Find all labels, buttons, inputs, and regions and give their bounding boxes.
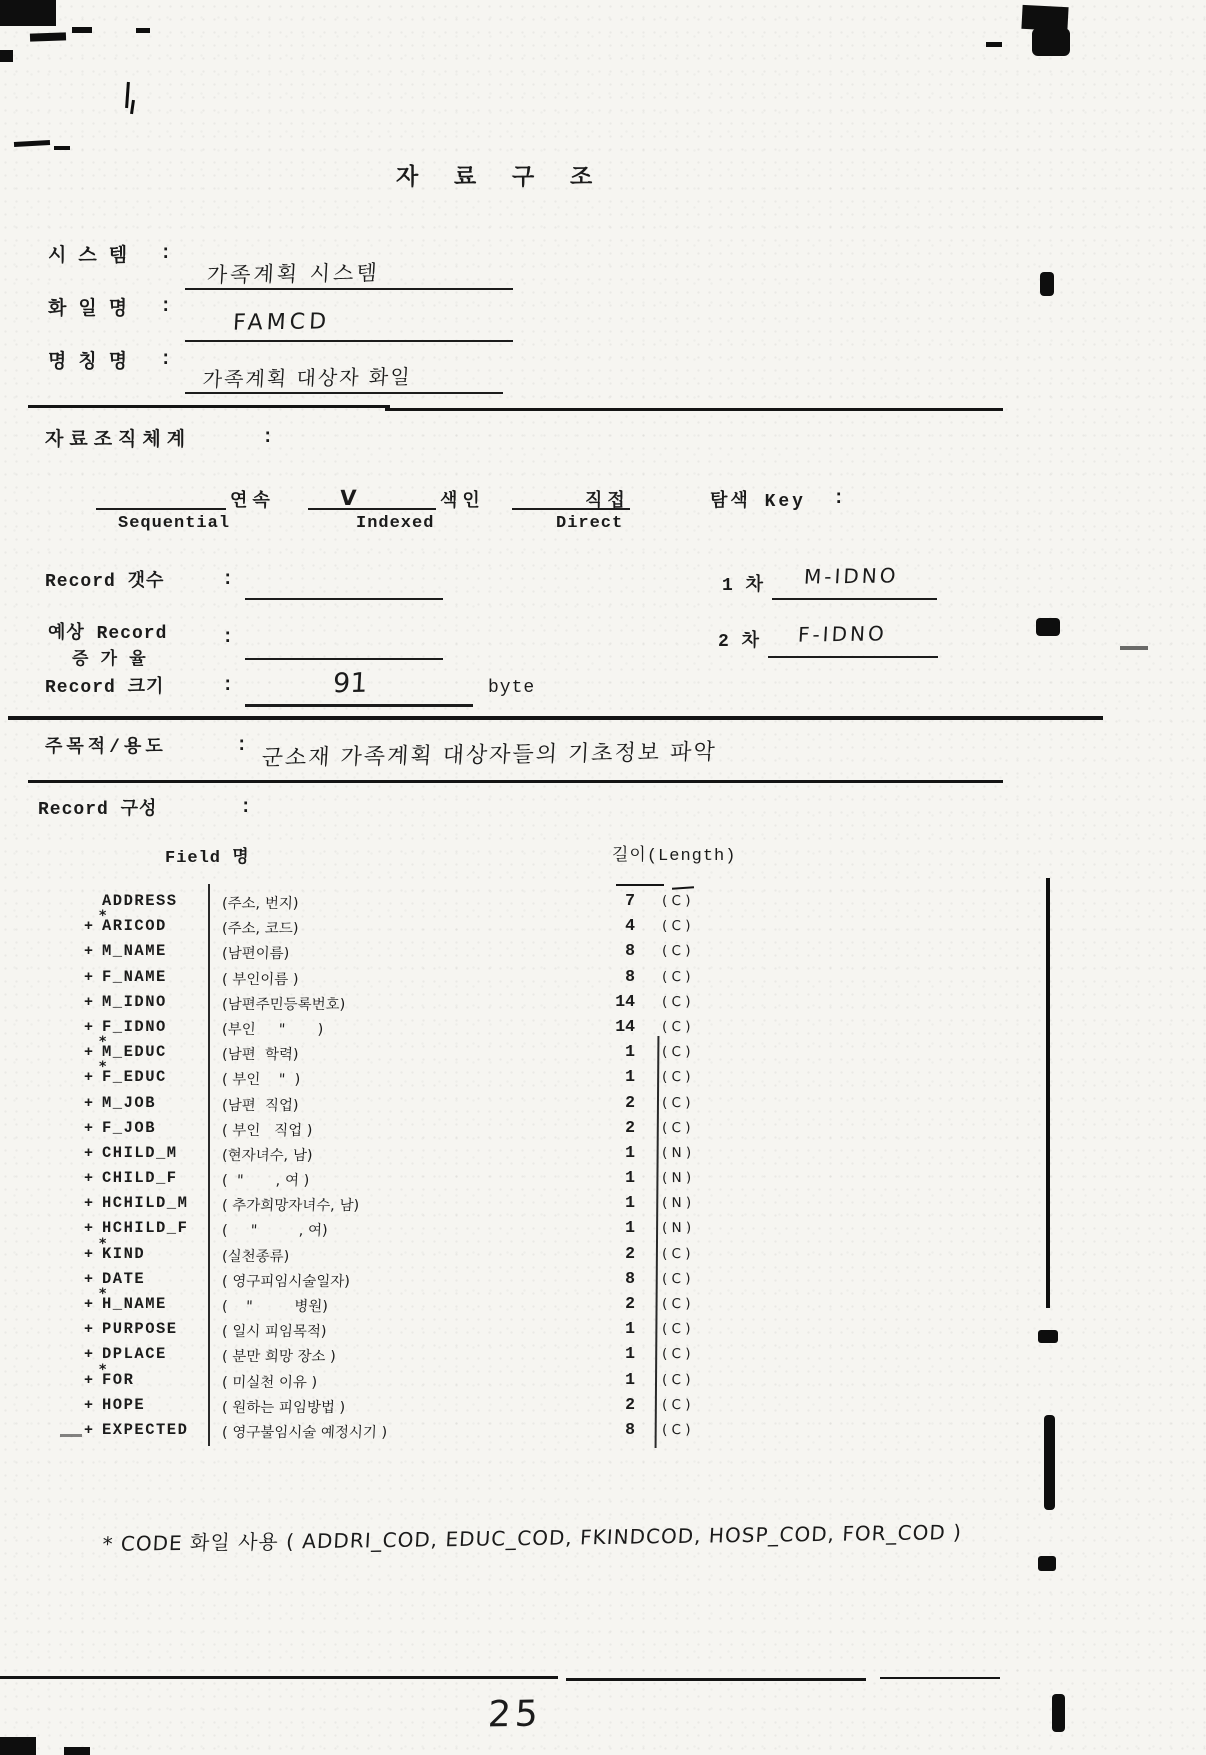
- field-description: ( 영구피임시술일자): [221, 1273, 351, 1290]
- field-name: M_IDNO: [102, 992, 167, 1011]
- scan-artifact: [64, 1747, 90, 1755]
- field-prefix: +: [84, 1396, 94, 1414]
- field-row: [60, 991, 820, 1016]
- scan-artifact: [0, 50, 13, 62]
- indexed-english-label: Indexed: [356, 514, 435, 533]
- field-length: 14: [615, 1016, 635, 1036]
- code-file-footnote: * CODE 화일 사용 ( ADDRI_COD, EDUC_COD, FKINDCOD, HOSP_COD, FOR_COD ): [101, 1520, 963, 1556]
- field-name: F_NAME: [102, 967, 167, 986]
- field-description: ( " , 여 ): [221, 1173, 310, 1190]
- field-description: ( 분만 희망 장소 ): [221, 1349, 337, 1366]
- field-name-header: Field 명: [165, 849, 250, 868]
- system-value-underline: [185, 258, 513, 290]
- field-description: ( 추가희망자녀수, 남): [221, 1198, 360, 1215]
- field-name: HCHILD_M: [102, 1194, 189, 1213]
- system-value: 가족계획 시스템: [206, 260, 381, 288]
- scan-artifact: [1044, 1415, 1055, 1510]
- field-length: 1: [625, 1042, 635, 1062]
- field-name: F_IDNO: [102, 1017, 167, 1036]
- data-organization-label: 자료조직체계: [45, 429, 192, 451]
- field-prefix: +: [84, 1119, 94, 1137]
- field-description: (실천종류): [221, 1248, 290, 1265]
- field-length: 2: [625, 1294, 635, 1313]
- field-type: ( C ): [661, 892, 691, 910]
- field-prefix: +: [84, 1044, 94, 1062]
- scan-artifact: [72, 27, 92, 33]
- field-length: 1: [625, 1142, 635, 1162]
- field-row: [60, 1286, 820, 1318]
- field-name: KIND: [102, 1244, 146, 1263]
- field-description: ( 일시 피임목적): [221, 1324, 327, 1341]
- field-name: M_NAME: [102, 942, 167, 961]
- field-row: [60, 1142, 820, 1167]
- field-name: ADDRESS: [102, 892, 178, 910]
- field-type: ( C ): [661, 1270, 691, 1288]
- field-description: (주소, 번지): [221, 896, 299, 912]
- page-number: 25: [486, 1693, 543, 1736]
- field-row: [60, 1217, 820, 1242]
- field-type: ( C ): [661, 1094, 691, 1111]
- field-type: ( C ): [661, 1069, 691, 1086]
- field-name: F_EDUC: [102, 1068, 167, 1087]
- field-description: (남편주민등록번호): [221, 996, 346, 1013]
- bottom-rule: [566, 1678, 866, 1681]
- bottom-rule: [0, 1676, 558, 1679]
- system-colon: :: [160, 242, 172, 264]
- field-row: [60, 1394, 820, 1419]
- field-row: [60, 1034, 820, 1066]
- section-divider: [28, 405, 390, 408]
- field-type: ( N ): [661, 1220, 692, 1237]
- field-prefix: +: [84, 1144, 94, 1162]
- field-prefix: +: [84, 943, 94, 961]
- field-row: [60, 1343, 820, 1368]
- scan-artifact: [30, 32, 66, 41]
- field-name: EXPECTED: [102, 1420, 189, 1439]
- field-prefix: +: [84, 1245, 94, 1263]
- page-title: 자 료 구 조: [396, 165, 604, 191]
- indexed-option-line: [308, 486, 436, 510]
- field-row: [60, 1419, 820, 1444]
- scan-artifact: [1032, 28, 1070, 56]
- title-name-colon: :: [160, 348, 172, 370]
- file-name-label: 화일명: [48, 298, 140, 320]
- field-type: ( N ): [661, 1169, 692, 1187]
- field-length: 7: [625, 891, 635, 910]
- field-type: ( C ): [661, 1245, 691, 1262]
- field-row: [60, 1016, 820, 1041]
- field-row: [60, 908, 820, 940]
- field-prefix: +: [84, 993, 94, 1011]
- field-name: DPLACE: [102, 1345, 167, 1364]
- field-name: HCHILD_F: [102, 1219, 189, 1238]
- secondary-key-underline: [768, 622, 938, 658]
- field-prefix: +: [84, 1371, 94, 1389]
- field-name: HOPE: [102, 1395, 146, 1414]
- record-size-unit: byte: [488, 678, 536, 698]
- scan-artifact: [130, 100, 135, 114]
- field-type: ( N ): [661, 1144, 692, 1162]
- field-name: M_EDUC: [102, 1043, 167, 1062]
- field-description: ( 부인 " ): [221, 1072, 301, 1089]
- field-type: ( C ): [661, 1320, 691, 1338]
- primary-key-label: 1 차: [722, 576, 764, 596]
- field-length: 1: [625, 1369, 635, 1389]
- primary-key-value: M-IDNO: [803, 563, 900, 589]
- title-name-underline: [185, 362, 503, 394]
- field-prefix: +: [84, 1195, 94, 1213]
- field-length: 1: [625, 1344, 635, 1364]
- expected-record-label-bottom: 증 가 율: [72, 651, 147, 670]
- field-row: [60, 940, 820, 965]
- scan-artifact: [1046, 878, 1050, 1308]
- field-row: [60, 1318, 820, 1343]
- field-type: ( C ): [661, 1421, 691, 1439]
- field-description: (부인 " ): [221, 1021, 324, 1038]
- field-star-marker: *: [99, 1059, 107, 1076]
- record-composition-label: Record 구성: [38, 800, 158, 820]
- sequential-korean-label: 연속: [230, 492, 275, 512]
- field-prefix: +: [84, 918, 94, 936]
- search-key-colon: :: [833, 487, 845, 509]
- record-count-label: Record 갯수: [45, 572, 165, 592]
- field-type: ( C ): [661, 1396, 691, 1413]
- field-name: CHILD_F: [102, 1169, 178, 1188]
- system-label: 시스템: [48, 245, 140, 267]
- sequential-option-line: [96, 486, 226, 510]
- file-name-colon: :: [160, 295, 172, 317]
- field-row: [60, 1235, 820, 1268]
- field-row: [60, 1092, 820, 1117]
- field-description: (남편 직업): [221, 1097, 299, 1114]
- length-column-dash: [616, 884, 664, 886]
- scan-artifact: [54, 146, 70, 150]
- field-row: [60, 1268, 820, 1293]
- scan-artifact: [1052, 1694, 1065, 1732]
- scan-artifact: [0, 0, 56, 26]
- field-prefix: +: [84, 1018, 94, 1036]
- field-type: ( C ): [661, 917, 691, 935]
- field-prefix: +: [84, 1220, 94, 1238]
- field-type: ( N ): [661, 1194, 692, 1212]
- record-count-underline: [245, 572, 443, 600]
- field-description: ( 부인이름 ): [221, 971, 299, 988]
- field-description: (현자녀수, 남): [221, 1147, 313, 1164]
- field-type: ( C ): [661, 1346, 691, 1363]
- field-length: 8: [625, 941, 635, 961]
- field-type: ( C ): [661, 1018, 691, 1036]
- field-length: 14: [615, 991, 635, 1011]
- purpose-label: 주목적/용도: [45, 738, 167, 758]
- field-description: (남편 학력): [221, 1047, 299, 1064]
- scan-artifact: [125, 82, 130, 108]
- secondary-key-value: F-IDNO: [797, 621, 888, 647]
- expected-record-underline: [245, 632, 443, 660]
- field-name: CHILD_M: [102, 1143, 178, 1162]
- record-composition-colon: :: [240, 796, 252, 818]
- record-size-underline: [245, 668, 473, 707]
- field-star-marker: *: [99, 1034, 107, 1051]
- purpose-colon: :: [236, 734, 248, 756]
- field-star-marker: *: [99, 1286, 107, 1302]
- scan-artifact: [1120, 646, 1148, 650]
- field-row: [60, 1167, 820, 1192]
- scan-artifact: [0, 1737, 36, 1755]
- field-name: FOR: [102, 1370, 135, 1389]
- field-table-rows: [60, 890, 820, 1444]
- field-prefix: +: [84, 1170, 94, 1188]
- indexed-korean-label: 색인: [440, 492, 485, 512]
- field-prefix: +: [84, 1094, 94, 1112]
- field-length: 2: [625, 1117, 635, 1137]
- bottom-rule: [880, 1677, 1000, 1679]
- record-size-value: 91: [332, 667, 369, 700]
- field-length: 1: [625, 1067, 635, 1087]
- section-divider: [385, 408, 1003, 411]
- purpose-value: 군소재 가족계획 대상자들의 기초정보 파악: [260, 739, 718, 772]
- field-name: M_JOB: [102, 1093, 157, 1112]
- field-prefix: +: [84, 1270, 94, 1288]
- data-organization-colon: :: [262, 426, 274, 448]
- field-prefix: +: [84, 1346, 94, 1364]
- scan-artifact: [1038, 1330, 1058, 1343]
- field-description: ( 미실천 이유 ): [221, 1374, 318, 1391]
- title-name-value: 가족계획 대상자 화일: [202, 364, 413, 392]
- field-length: 1: [625, 1218, 635, 1238]
- expected-record-label-top: 예상 Record: [48, 624, 168, 644]
- field-description: ( 원하는 피임방법 ): [221, 1399, 346, 1416]
- field-length: 2: [625, 1394, 635, 1414]
- field-prefix: +: [84, 968, 94, 986]
- indexed-check: V: [339, 485, 357, 511]
- scan-artifact: [136, 28, 150, 33]
- sequential-english-label: Sequential: [118, 514, 231, 533]
- record-size-colon: :: [222, 674, 234, 696]
- scan-artifact: [1038, 1556, 1056, 1571]
- field-star-marker: *: [99, 1361, 107, 1378]
- section-divider: [28, 780, 1003, 783]
- field-star-marker: *: [99, 908, 107, 925]
- section-divider: [8, 716, 1103, 720]
- field-type: ( C ): [661, 1295, 691, 1313]
- secondary-key-label: 2 차: [718, 632, 760, 652]
- field-length: 1: [625, 1319, 635, 1339]
- field-name: DATE: [102, 1269, 146, 1288]
- scan-artifact: [986, 42, 1002, 47]
- field-prefix: +: [84, 1069, 94, 1087]
- field-length: 2: [625, 1092, 635, 1112]
- field-star-marker: *: [99, 1235, 107, 1252]
- field-description: (남편이름): [221, 946, 290, 963]
- field-row: [60, 890, 820, 915]
- title-name-label: 명칭명: [48, 351, 140, 373]
- field-length: 2: [625, 1243, 635, 1263]
- direct-english-label: Direct: [556, 514, 624, 533]
- scan-artifact: [1040, 272, 1054, 296]
- scan-artifact: [1036, 618, 1060, 636]
- length-header: 길이(Length): [612, 847, 737, 866]
- expected-record-colon: :: [222, 626, 234, 648]
- field-description: ( " 병원): [221, 1299, 329, 1315]
- field-row: [60, 1361, 820, 1394]
- field-name: PURPOSE: [102, 1320, 178, 1339]
- field-length: 1: [625, 1193, 635, 1213]
- field-description: (주소, 코드): [221, 921, 299, 938]
- field-name: H_NAME: [102, 1295, 167, 1313]
- field-row: [60, 1117, 820, 1142]
- field-prefix: +: [84, 1421, 94, 1439]
- search-key-label: 탐색 Key: [710, 492, 806, 512]
- field-type: ( C ): [661, 1371, 691, 1388]
- primary-key-underline: [772, 564, 937, 600]
- field-row: [60, 1059, 820, 1091]
- field-prefix: +: [84, 1296, 94, 1313]
- record-count-colon: :: [222, 568, 234, 590]
- field-type: ( C ): [661, 1043, 691, 1061]
- field-name: ARICOD: [102, 917, 167, 936]
- field-row: [60, 966, 820, 991]
- field-length: 8: [625, 1268, 635, 1288]
- field-description: ( 부인 직업 ): [221, 1122, 313, 1139]
- file-name-value: FAMCD: [232, 309, 331, 336]
- field-length: 1: [625, 1168, 635, 1188]
- field-name: F_JOB: [102, 1118, 157, 1137]
- field-type: ( C ): [661, 993, 691, 1010]
- direct-korean-label: 직접: [585, 492, 630, 512]
- field-prefix: +: [84, 1321, 94, 1339]
- field-row: [60, 1192, 820, 1217]
- field-type: ( C ): [661, 968, 691, 985]
- file-name-underline: [185, 310, 513, 342]
- record-size-label: Record 크기: [45, 678, 165, 698]
- field-description: ( 영구불임시술 예정시기 ): [221, 1424, 388, 1441]
- field-type: ( C ): [661, 943, 691, 960]
- field-description: ( " , 여): [221, 1223, 329, 1240]
- field-length: 4: [625, 916, 635, 936]
- field-length: 8: [625, 966, 635, 986]
- scan-artifact: [14, 140, 50, 147]
- field-type: ( C ): [661, 1119, 691, 1136]
- field-length: 8: [625, 1419, 635, 1439]
